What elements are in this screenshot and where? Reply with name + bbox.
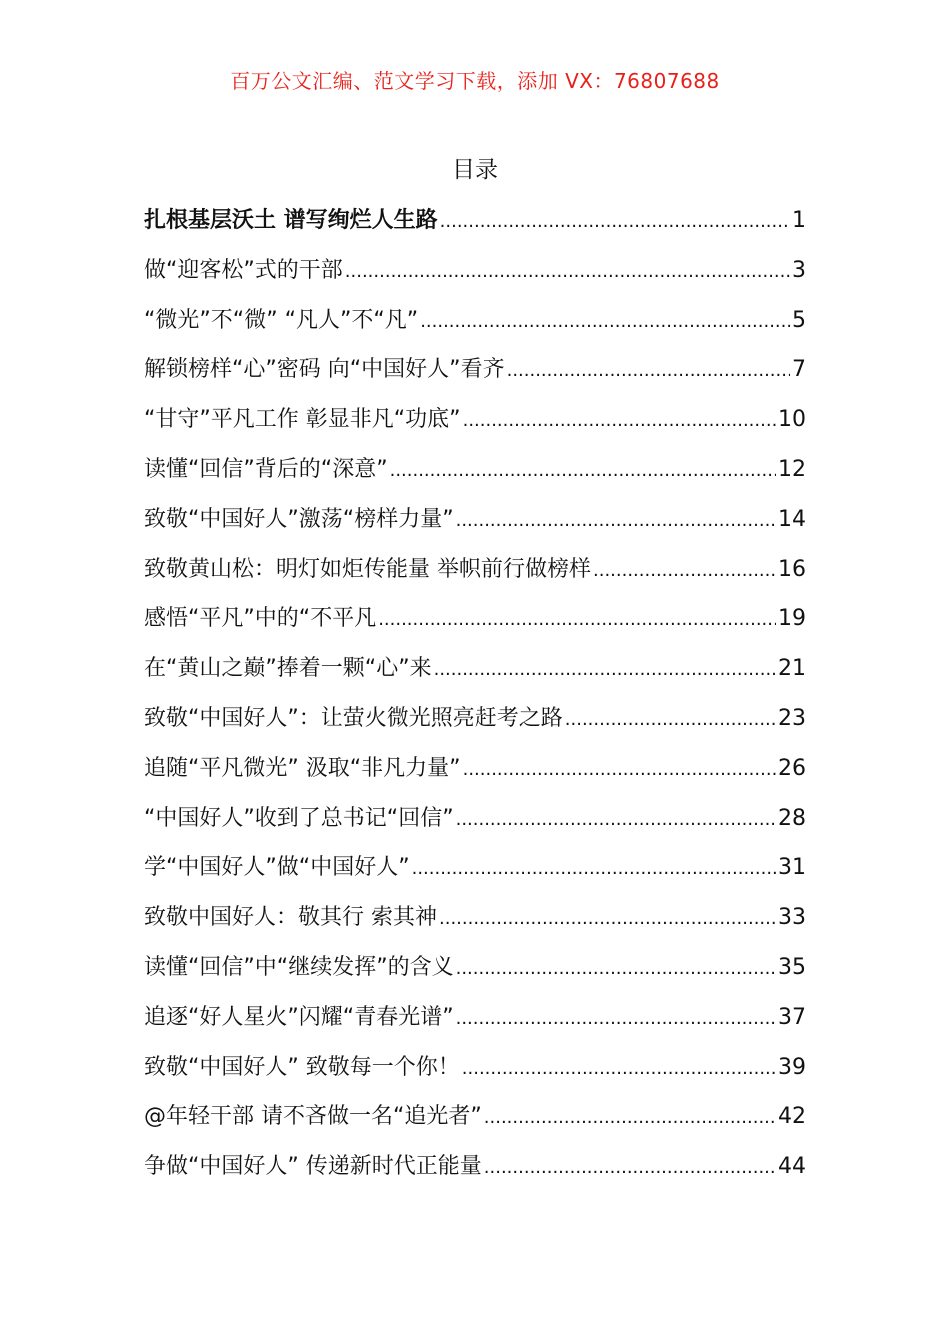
- toc-entry-title: 致敬黄山松：明灯如炬传能量 举帜前行做榜样: [144, 556, 591, 582]
- toc-entry-page: 39: [778, 1054, 806, 1080]
- toc-entry[interactable]: [144, 503, 806, 553]
- toc-entry-title: 在“黄山之巅”捧着一颗“心”来: [144, 656, 432, 682]
- toc-entry[interactable]: [144, 254, 806, 304]
- toc-entry-title: 做“迎客松”式的干部: [144, 257, 343, 283]
- toc-entry[interactable]: [144, 204, 806, 254]
- toc-leader-dots: [593, 554, 776, 588]
- toc-leader-dots: [456, 803, 776, 837]
- toc-leader-dots: [484, 1101, 776, 1135]
- toc-leader-dots: [463, 404, 776, 438]
- toc-leader-dots: [420, 305, 790, 339]
- toc-entry[interactable]: [144, 1150, 806, 1200]
- toc-entry-title: @年轻干部 请不吝做一名“追光者”: [144, 1104, 482, 1130]
- toc-entry-page: 19: [778, 606, 806, 632]
- toc-entry[interactable]: [144, 553, 806, 603]
- toc-entry-page: 33: [778, 905, 806, 931]
- toc-leader-dots: [463, 753, 776, 787]
- toc-entry[interactable]: [144, 453, 806, 503]
- toc-list: [144, 204, 806, 1200]
- toc-entry[interactable]: [144, 602, 806, 652]
- toc-leader-dots: [456, 952, 776, 986]
- toc-entry[interactable]: [144, 702, 806, 752]
- toc-entry-title: 扎根基层沃土 谱写绚烂人生路: [144, 208, 438, 233]
- toc-leader-dots: [434, 653, 776, 687]
- toc-entry-title: 致敬“中国好人”：让萤火微光照亮赶考之路: [144, 705, 563, 731]
- toc-entry-page: 28: [778, 805, 806, 831]
- toc-entry-page: 7: [792, 357, 806, 383]
- toc-entry-title: 争做“中国好人” 传递新时代正能量: [144, 1154, 482, 1180]
- toc-entry-page: 5: [792, 307, 806, 333]
- toc-entry-page: 44: [778, 1154, 806, 1180]
- toc-entry-page: 3: [792, 257, 806, 283]
- toc-entry[interactable]: [144, 1051, 806, 1101]
- toc-entry-title: 追随“平凡微光” 汲取“非凡力量”: [144, 755, 461, 781]
- toc-entry-page: 37: [778, 1004, 806, 1030]
- toc-entry[interactable]: [144, 851, 806, 901]
- toc-entry-title: “甘守”平凡工作 彰显非凡“功底”: [144, 407, 461, 433]
- toc-entry-page: 42: [778, 1104, 806, 1130]
- toc-entry-title: 致敬“中国好人” 致敬每一个你！: [144, 1054, 460, 1080]
- toc-leader-dots: [439, 902, 776, 936]
- toc-entry[interactable]: [144, 951, 806, 1001]
- toc-title: 目录: [452, 157, 498, 183]
- toc-entry-title: 解锁榜样“心”密码 向“中国好人”看齐: [144, 357, 505, 383]
- toc-entry[interactable]: [144, 353, 806, 403]
- toc-entry-page: 10: [778, 407, 806, 433]
- toc-entry[interactable]: [144, 901, 806, 951]
- toc-leader-dots: [390, 454, 776, 488]
- toc-entry[interactable]: [144, 752, 806, 802]
- toc-entry-page: 31: [778, 855, 806, 881]
- toc-leader-dots: [456, 1002, 776, 1036]
- toc-entry-title: 致敬中国好人：敬其行 索其神: [144, 905, 437, 931]
- toc-leader-dots: [507, 354, 790, 388]
- toc-entry-title: 读懂“回信”背后的“深意”: [144, 456, 388, 482]
- toc-entry-title: 追逐“好人星火”闪耀“青春光谱”: [144, 1004, 454, 1030]
- toc-entry-title: “微光”不“微” “凡人”不“凡”: [144, 307, 419, 333]
- toc-entry[interactable]: [144, 304, 806, 354]
- toc-entry-page: 16: [778, 556, 806, 582]
- toc-entry[interactable]: [144, 652, 806, 702]
- toc-entry-page: 12: [778, 456, 806, 482]
- toc-leader-dots: [456, 504, 776, 538]
- toc-leader-dots: [378, 603, 776, 637]
- toc-leader-dots: [484, 1151, 776, 1185]
- toc-entry-title: 学“中国好人”做“中国好人”: [144, 855, 410, 881]
- toc-leader-dots: [412, 852, 776, 886]
- toc-entry-page: 35: [778, 954, 806, 980]
- toc-entry[interactable]: [144, 1001, 806, 1051]
- toc-entry-page: 26: [778, 755, 806, 781]
- toc-entry-title: 读懂“回信”中“继续发挥”的含义: [144, 954, 454, 980]
- toc-entry[interactable]: [144, 802, 806, 852]
- header-note: 百万公文汇编、范文学习下载，添加 VX：76807688: [230, 69, 720, 93]
- toc-entry-title: “中国好人”收到了总书记“回信”: [144, 805, 454, 831]
- toc-entry-title: 感悟“平凡”中的“不平凡: [144, 606, 377, 632]
- toc-entry-page: 14: [778, 506, 806, 532]
- toc-leader-dots: [462, 1052, 776, 1086]
- toc-entry[interactable]: [144, 403, 806, 453]
- toc-entry-page: 23: [778, 705, 806, 731]
- toc-leader-dots: [345, 255, 790, 289]
- toc-entry-page: 1: [792, 208, 806, 233]
- toc-leader-dots: [565, 703, 776, 737]
- toc-entry-title: 致敬“中国好人”激荡“榜样力量”: [144, 506, 454, 532]
- toc-entry[interactable]: [144, 1100, 806, 1150]
- toc-entry-page: 21: [778, 656, 806, 682]
- toc-leader-dots: [440, 205, 790, 239]
